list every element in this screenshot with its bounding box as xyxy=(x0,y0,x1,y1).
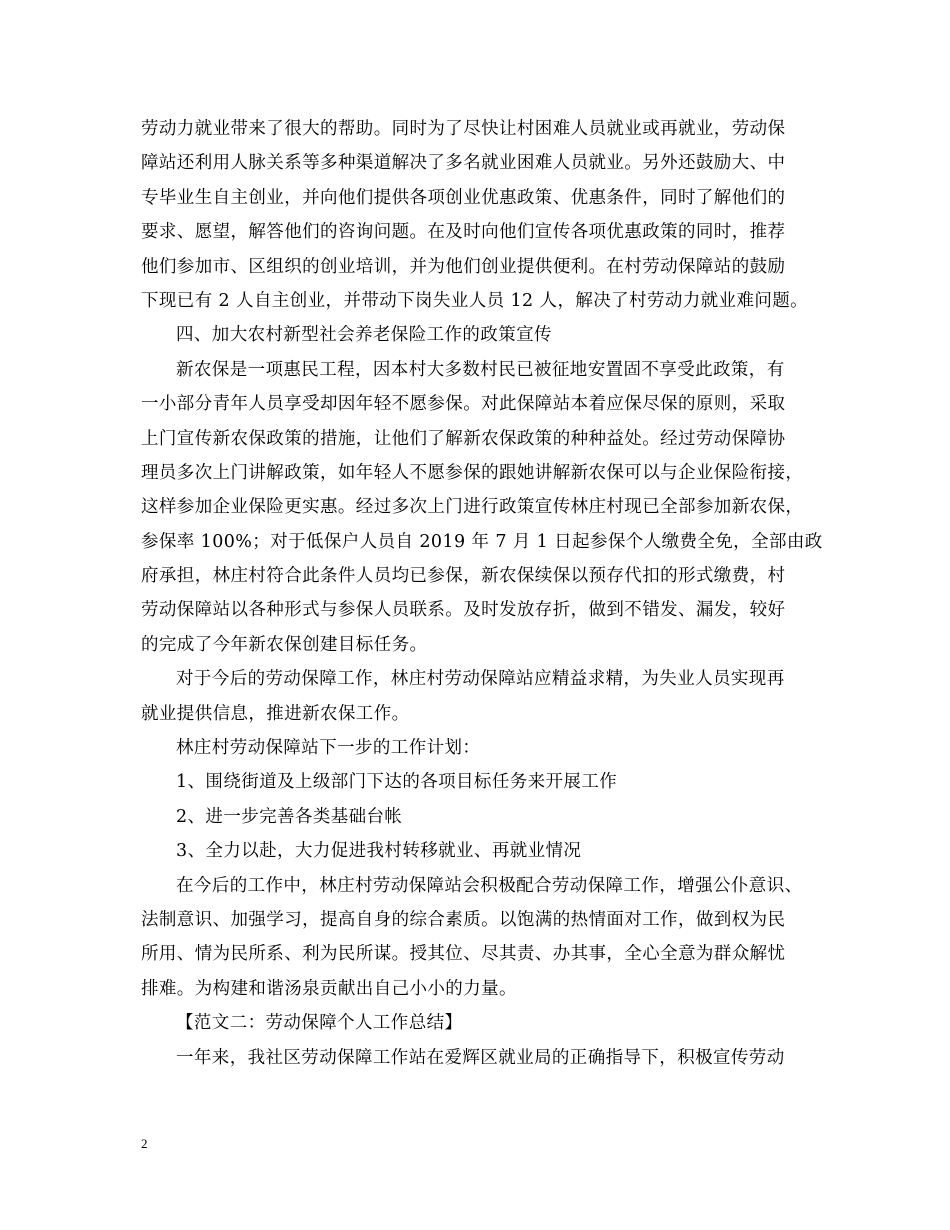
text-line-5: 他们参加市、区组织的创业培训，并为他们创业提供便利。在村劳动保障站的鼓励 xyxy=(141,256,786,277)
plan-item-2: 2、进一步完善各类基础台帐 xyxy=(176,806,403,827)
text-line-26: 排难。为构建和谐汤泉贡献出自己小小的力量。 xyxy=(141,978,517,999)
text-line-1: 劳动力就业带来了很大的帮助。同时为了尽快让村困难人员就业或再就业，劳动保 xyxy=(141,119,786,139)
text-line-3: 专毕业生自主创业，并向他们提供各项创业优惠政策、优惠条件，同时了解他们的 xyxy=(141,187,786,208)
text-line-24: 法制意识、加强学习，提高自身的综合素质。以饱满的热情面对工作，做到权为民 xyxy=(141,909,786,930)
plan-item-3: 3、全力以赴，大力促进我村转移就业、再就业情况 xyxy=(176,841,582,862)
text-line-11: 理员多次上门讲解政策，如年轻人不愿参保的跟她讲解新农保可以与企业保险衔接， xyxy=(141,462,804,483)
text-line-17: 对于今后的劳动保障工作，林庄村劳动保障站应精益求精，为失业人员实现再 xyxy=(176,669,785,690)
text-line-4: 要求、愿望，解答他们的咨询问题。在及时向他们宣传各项优惠政策的同时，推荐 xyxy=(141,222,786,243)
text-line-13: 参保率 100%；对于低保户人员自 2019 年 7 月 1 日起参保个人缴费全免，全部由政 xyxy=(141,531,823,552)
sample-heading: 【范文二：劳动保障个人工作总结】 xyxy=(176,1013,463,1034)
text-line-2: 障站还利用人脉关系等多种渠道解决了多名就业困难人员就业。另外还鼓励大、中 xyxy=(141,153,786,174)
page-number: 2 xyxy=(141,1136,148,1151)
text-line-10: 上门宣传新农保政策的措施，让他们了解新农保政策的种种益处。经过劳动保障协 xyxy=(141,428,786,449)
plan-heading: 林庄村劳动保障站下一步的工作计划： xyxy=(176,738,481,759)
text-line-6: 下现已有 2 人自主创业，并带动下岗失业人员 12 人，解决了村劳动力就业难问题。 xyxy=(141,290,809,311)
text-line-9: 一小部分青年人员享受却因年轻不愿参保。对此保障站本着应保尽保的原则，采取 xyxy=(141,394,786,415)
text-line-16: 的完成了今年新农保创建目标任务。 xyxy=(141,634,428,655)
text-line-18: 就业提供信息，推进新农保工作。 xyxy=(141,703,410,724)
text-line-14: 府承担，林庄村符合此条件人员均已参保，新农保续保以预存代扣的形式缴费，村 xyxy=(141,566,786,587)
text-line-12: 这样参加企业保险更实惠。经过多次上门进行政策宣传林庄村现已全部参加新农保， xyxy=(141,497,804,518)
section-heading-4: 四、加大农村新型社会养老保险工作的政策宣传 xyxy=(176,325,552,346)
text-line-15: 劳动保障站以各种形式与参保人员联系。及时发放存折，做到不错发、漏发，较好 xyxy=(141,600,786,621)
plan-item-1: 1、围绕街道及上级部门下达的各项目标任务来开展工作 xyxy=(176,772,618,793)
text-line-8: 新农保是一项惠民工程，因本村大多数村民已被征地安置固不享受此政策，有 xyxy=(176,359,785,380)
document-body xyxy=(141,112,823,1075)
text-line-23: 在今后的工作中，林庄村劳动保障站会积极配合劳动保障工作，增强公仆意识、 xyxy=(176,875,803,896)
text-line-28: 一年来，我社区劳动保障工作站在爱辉区就业局的正确指导下，积极宣传劳动 xyxy=(176,1047,785,1068)
text-line-25: 所用、情为民所系、利为民所谋。授其位、尽其责、办其事，全心全意为群众解忧 xyxy=(141,944,786,965)
